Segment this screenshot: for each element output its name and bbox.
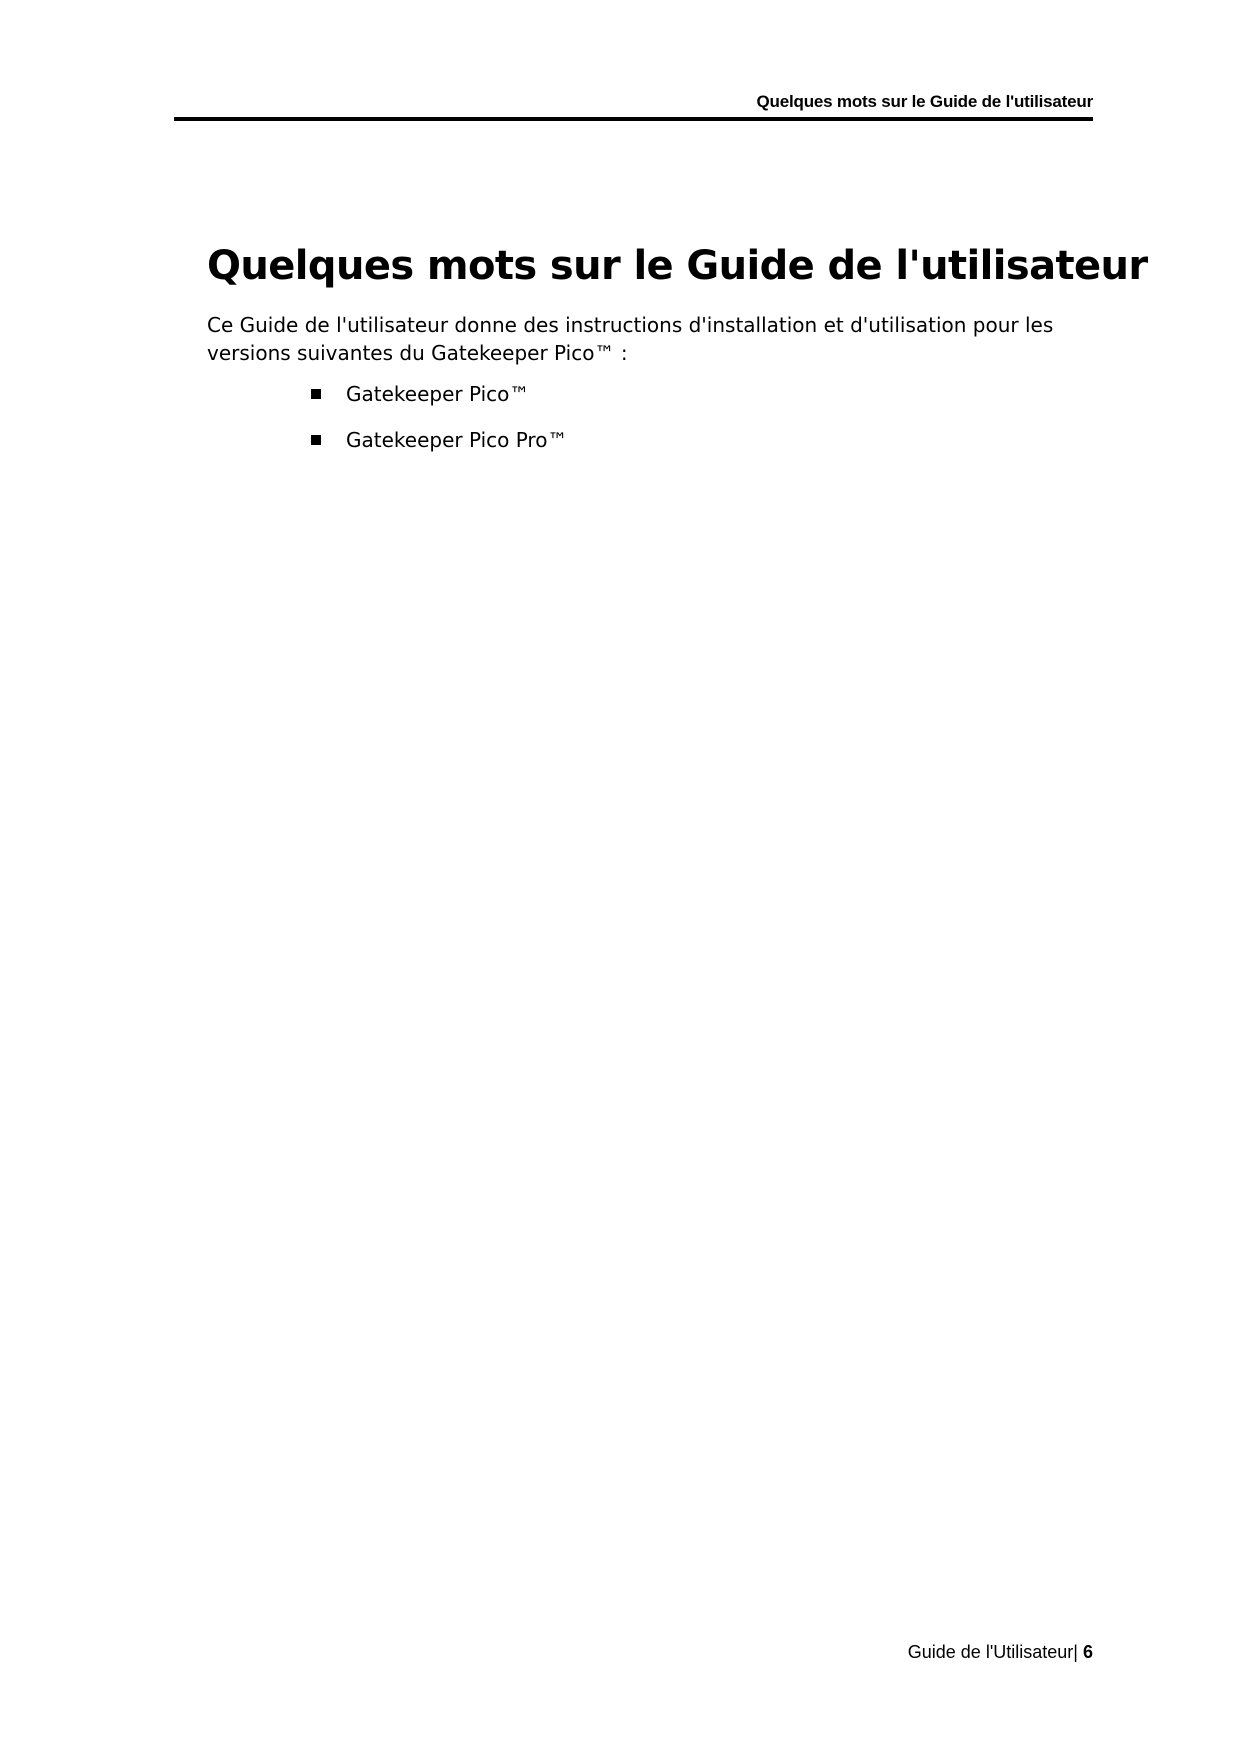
page-footer — [700, 1640, 1093, 1664]
page-number: 6 — [1082, 1642, 1093, 1662]
square-bullet-icon — [311, 435, 321, 445]
square-bullet-icon — [311, 389, 321, 399]
footer-label: Guide de l'Utilisateur| — [907, 1642, 1078, 1662]
list-item-label: Gatekeeper Pico™ — [346, 382, 530, 406]
list-item-label: Gatekeeper Pico Pro™ — [346, 428, 568, 452]
header-rule — [174, 117, 1093, 121]
page-title: Quelques mots sur le Guide de l'utilisateur — [207, 243, 1148, 289]
running-header: Quelques mots sur le Guide de l'utilisateur — [756, 92, 1093, 111]
intro-paragraph: Ce Guide de l'utilisateur donne des instructions d'installation et d'utilisation pour les versions suivantes du Gatekeeper Pico™ : — [207, 313, 1054, 365]
